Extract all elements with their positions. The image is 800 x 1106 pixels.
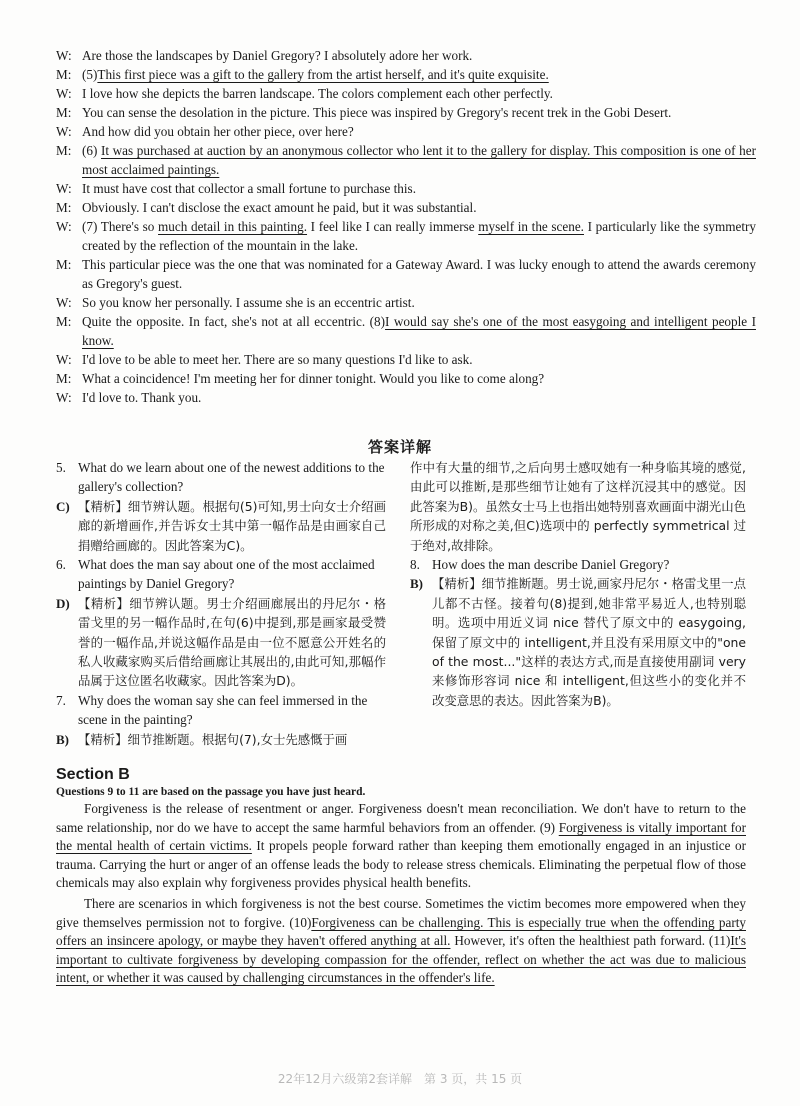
underlined-key-sentence: myself in the scene. xyxy=(478,219,584,234)
passage-paragraph-2 xyxy=(56,895,746,988)
text-run: However, it's often the healthiest path forward. (11) xyxy=(450,933,731,949)
dialogue-line xyxy=(56,122,756,141)
dialogue-text xyxy=(82,141,756,179)
dialogue-text xyxy=(82,255,756,293)
speaker-label: M: xyxy=(56,105,72,120)
dialogue-line xyxy=(56,198,756,217)
underlined-key-sentence: It was purchased at auction by an anonymous collector who lent it to the gallery for display. This composition is one of her most acclaimed paintings. xyxy=(82,143,756,177)
page-footer: 22年12月六级第2套详解 第 3 页，共 15 页 xyxy=(277,1072,523,1086)
dialogue-text xyxy=(82,65,756,84)
question-number: 8. xyxy=(410,557,420,573)
dialogue-line xyxy=(56,103,756,122)
text-run: It must have cost that collector a small fortune to purchase this. xyxy=(82,181,416,196)
dialogue-text xyxy=(82,84,756,103)
answer-letter: D) xyxy=(56,595,70,611)
question-number: 6. xyxy=(56,557,66,573)
text-run: It propels people forward rather than keeping them emotionally engaged in an injustice or trauma. Carrying the hurt or anger of an offense leads the body to release stress chemicals. Eliminating the perpetual flow of those chemicals may also explain why forgiveness provides physical health benefits. xyxy=(56,838,746,891)
dialogue-text xyxy=(82,388,756,407)
speaker-label: W: xyxy=(56,219,72,234)
question-text: What do we learn about one of the newest additions to the gallery's collection? xyxy=(78,460,385,495)
text-run: You can sense the desolation in the picture. This piece was inspired by Gregory's recent trek in the Gobi Desert. xyxy=(82,105,672,120)
text-run: This particular piece was the one that was nominated for a Gateway Award. I was lucky enough to attend the awards ceremony as Gregory's guest. xyxy=(82,257,756,291)
answer-7 xyxy=(56,730,386,749)
question-8 xyxy=(410,555,746,574)
speaker-label: W: xyxy=(56,124,72,139)
answer-explanation: 【精析】细节推断题。男士说,画家丹尼尔・格雷戈里一点儿都不古怪。接着句(8)提到,她非常平易近人,也特别聪明。选项中用近义词 nice 替代了原文中的 easygoing,保留了原文中的 intelligent,并且没有采用原文中的"one of the most..."这样的表达方式,而是直接使用副词 very 来修饰形容词 nice 和 intelligent,但这些小的变化并不改变意思的表达。因此答案为B)。 xyxy=(432,576,746,708)
text-run: (6) xyxy=(82,143,101,158)
dialogue-line xyxy=(56,350,756,369)
question-text: What does the man say about one of the most acclaimed paintings by Daniel Gregory? xyxy=(78,557,375,592)
dialogue-text xyxy=(82,103,756,122)
speaker-label: W: xyxy=(56,181,72,196)
dialogue-transcript xyxy=(56,46,756,407)
answers-left-column xyxy=(56,458,386,749)
dialogue-text xyxy=(82,46,756,65)
dialogue-line xyxy=(56,312,756,350)
dialogue-text xyxy=(82,217,756,255)
speaker-label: M: xyxy=(56,200,72,215)
underlined-key-sentence: It's important to cultivate forgiveness by developing compassion for the offender, reflect on whether the act was due to malicious intent, or whether it was caused by challenging circumstances in the offender's life. xyxy=(56,933,746,986)
section-b xyxy=(56,766,746,988)
speaker-label: M: xyxy=(56,143,72,158)
dialogue-line xyxy=(56,179,756,198)
dialogue-line xyxy=(56,255,756,293)
text-run: I particularly like the symmetry created by the reflection of the mountain in the lake. xyxy=(82,219,756,253)
answer-7-continued: 作中有大量的细节,之后向男士感叹她有一种身临其境的感觉,由此可以推断,是那些细节让她有了这样沉浸其中的感觉。因此答案为B)。虽然女士马上也指出她特别喜欢画面中湖光山色所形成的对称之美,但C)选项中的 perfectly symmetrical 过于绝对,故排除。 xyxy=(410,460,746,553)
question-6 xyxy=(56,555,386,594)
speaker-label: W: xyxy=(56,390,72,405)
text-run: Are those the landscapes by Daniel Gregory? I absolutely adore her work. xyxy=(82,48,473,63)
text-run: (5) xyxy=(82,67,98,82)
dialogue-line xyxy=(56,65,756,84)
question-number: 5. xyxy=(56,460,66,475)
text-run: I'd love to. Thank you. xyxy=(82,390,202,405)
answer-letter: B) xyxy=(410,576,423,592)
speaker-label: M: xyxy=(56,314,72,329)
text-run: Obviously. I can't disclose the exact amount he paid, but it was substantial. xyxy=(82,200,477,215)
text-run: So you know her personally. I assume she is an eccentric artist. xyxy=(82,295,415,310)
dialogue-line xyxy=(56,369,756,388)
dialogue-text xyxy=(82,369,756,388)
section-title: Section B xyxy=(56,766,130,783)
speaker-label: W: xyxy=(56,86,72,101)
speaker-label: W: xyxy=(56,352,72,367)
dialogue-line xyxy=(56,141,756,179)
speaker-label: M: xyxy=(56,67,72,82)
underlined-key-sentence: Forgiveness is vitally important for the mental health of certain victims. xyxy=(56,819,746,854)
text-run: (7) There's so xyxy=(82,219,159,234)
dialogue-text xyxy=(82,350,756,369)
answer-explanation: 【精析】细节辨认题。根据句(5)可知,男士向女士介绍画廊的新增画作,并告诉女士其中第一幅作品是由画家自己捐赠给画廊的。因此答案为C)。 xyxy=(78,498,386,553)
answer-8 xyxy=(410,574,746,710)
text-run: There are scenarios in which forgiveness is not the best course. Sometimes the victim becomes more empowered when they give themselves permission not to forgive. (10) xyxy=(56,895,746,930)
underlined-key-sentence: much detail in this painting. xyxy=(158,219,308,234)
speaker-label: W: xyxy=(56,48,72,63)
dialogue-text xyxy=(82,122,756,141)
dialogue-line xyxy=(56,217,756,255)
question-text: How does the man describe Daniel Gregory? xyxy=(432,557,670,573)
speaker-label: M: xyxy=(56,257,72,272)
answers-right-column xyxy=(410,458,746,710)
question-text: Why does the woman say she can feel immersed in the scene in the painting? xyxy=(78,692,368,728)
dialogue-line xyxy=(56,293,756,312)
text-run: Forgiveness is the release of resentment or anger. Forgiveness doesn't mean reconciliation. We don't have to return to the same relationship, nor do we have to accept the same harmful behaviors from an offender. (9) xyxy=(56,801,746,835)
question-5 xyxy=(56,458,386,497)
underlined-key-sentence: I would say she's one of the most easygoing and intelligent people I know. xyxy=(82,314,756,348)
answer-letter: C) xyxy=(56,498,70,514)
question-7 xyxy=(56,691,386,730)
answer-explanation: 【精析】细节辨认题。男士介绍画廊展出的丹尼尔・格雷戈里的另一幅作品时,在句(6)中提到,那是画家最受赞誉的一幅作品,并说这幅作品是由一位不愿意公开姓名的私人收藏家购买后借给画廊让其展出的,由此可知,那幅作品属于这位匿名收藏家。因此答案为D)。 xyxy=(78,595,386,689)
dialogue-text xyxy=(82,198,756,217)
dialogue-text xyxy=(82,293,756,312)
speaker-label: W: xyxy=(56,295,72,310)
text-run: I'd love to be able to meet her. There are so many questions I'd like to ask. xyxy=(82,352,473,367)
question-number: 7. xyxy=(56,692,66,708)
answer-letter: B) xyxy=(56,731,69,747)
answer-5 xyxy=(56,497,386,555)
underlined-key-sentence: Forgiveness can be challenging. This is especially true when the offending party offers an insincere apology, or maybe they haven't offered anything at all. xyxy=(56,914,746,949)
text-run: Quite the opposite. In fact, she's not at all eccentric. (8) xyxy=(82,314,386,329)
dialogue-line xyxy=(56,84,756,103)
dialogue-text xyxy=(82,179,756,198)
text-run: I love how she depicts the barren landscape. The colors complement each other perfectly. xyxy=(82,86,553,101)
answers-heading: 答案详解 xyxy=(367,438,432,456)
dialogue-line xyxy=(56,46,756,65)
passage-paragraph-1 xyxy=(56,800,746,893)
speaker-label: M: xyxy=(56,371,72,386)
text-run: What a coincidence! I'm meeting her for dinner tonight. Would you like to come along? xyxy=(82,371,545,386)
text-run: I feel like I can really immerse xyxy=(307,219,479,234)
underlined-key-sentence: This first piece was a gift to the gallery from the artist herself, and it's quite exquisite. xyxy=(97,67,549,82)
dialogue-line xyxy=(56,388,756,407)
answer-explanation: 【精析】细节推断题。根据句(7),女士先感慨于画 xyxy=(78,731,348,747)
answer-6 xyxy=(56,594,386,691)
section-subtitle: Questions 9 to 11 are based on the passage you have just heard. xyxy=(56,786,366,798)
text-run: And how did you obtain her other piece, over here? xyxy=(82,124,354,139)
dialogue-text xyxy=(82,312,756,350)
